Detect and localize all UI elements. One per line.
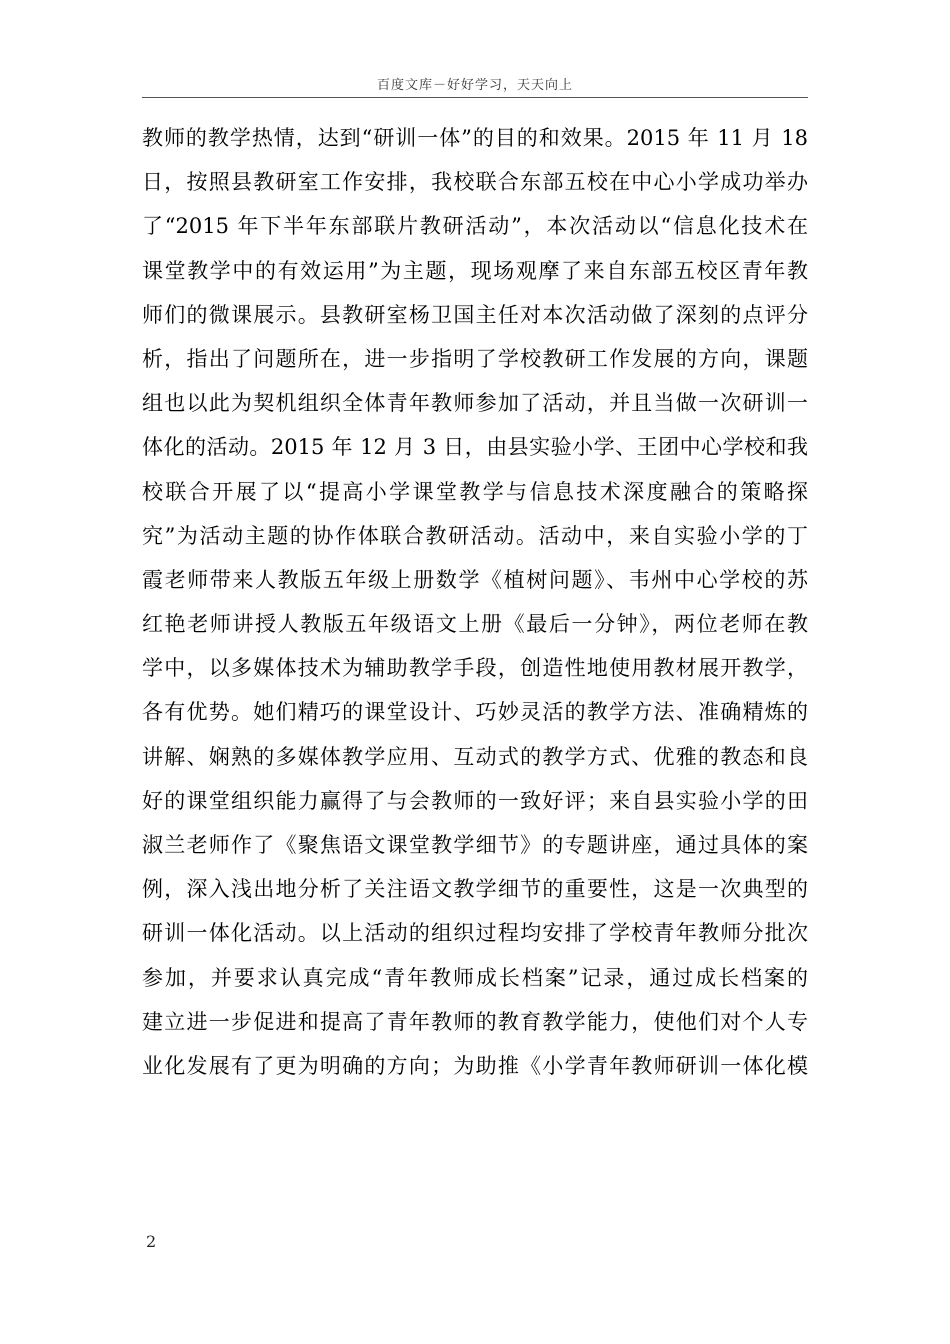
body-line: 日，按照县教研室工作安排，我校联合东部五校在中心小学成功举办 [142,170,808,195]
body-line: 建立进一步促进和提高了青年教师的教育教学能力，使他们对个人专 [142,1009,808,1034]
body-line: 究”为活动主题的协作体联合教研活动。活动中，来自实验小学的丁 [142,523,808,548]
body-text [142,116,808,1088]
body-line: 了“2015 年下半年东部联片教研活动”，本次活动以“信息化技术在 [142,214,808,239]
header-divider [142,97,808,98]
body-line: 各有优势。她们精巧的课堂设计、巧妙灵活的教学方法、准确精炼的 [142,700,808,725]
body-line: 体化的活动。2015 年 12 月 3 日，由县实验小学、王团中心学校和我 [142,435,808,460]
body-line: 霞老师带来人教版五年级上册数学《植树问题》、韦州中心学校的苏 [142,567,808,592]
body-line: 参加，并要求认真完成“青年教师成长档案”记录，通过成长档案的 [142,965,808,990]
body-line: 师们的微课展示。县教研室杨卫国主任对本次活动做了深刻的点评分 [142,302,808,327]
body-line: 课堂教学中的有效运用”为主题，现场观摩了来自东部五校区青年教 [142,258,808,283]
body-line: 组也以此为契机组织全体青年教师参加了活动，并且当做一次研训一 [142,391,808,416]
body-line: 例，深入浅出地分析了关注语文教学细节的重要性，这是一次典型的 [142,877,808,902]
body-line: 学中，以多媒体技术为辅助教学手段，创造性地使用教材展开教学， [142,656,808,681]
body-line: 好的课堂组织能力赢得了与会教师的一致好评；来自县实验小学的田 [142,788,808,813]
body-line: 业化发展有了更为明确的方向；为助推《小学青年教师研训一体化模 [142,1053,808,1078]
body-line: 讲解、娴熟的多媒体教学应用、互动式的教学方式、优雅的教态和良 [142,744,808,769]
page-number: 2 [146,1232,157,1251]
body-line: 教师的教学热情，达到“研训一体”的目的和效果。2015 年 11 月 18 [142,126,808,150]
body-line: 红艳老师讲授人教版五年级语文上册《最后一分钟》，两位老师在教 [142,612,808,637]
body-line: 研训一体化活动。以上活动的组织过程均安排了学校青年教师分批次 [142,921,808,946]
page-header: 百度文库－好好学习，天天向上 [376,78,573,93]
body-line: 淑兰老师作了《聚焦语文课堂教学细节》的专题讲座，通过具体的案 [142,833,808,857]
body-line: 析，指出了问题所在，进一步指明了学校教研工作发展的方向，课题 [142,346,808,371]
body-line: 校联合开展了以“提高小学课堂教学与信息技术深度融合的策略探 [142,479,808,504]
